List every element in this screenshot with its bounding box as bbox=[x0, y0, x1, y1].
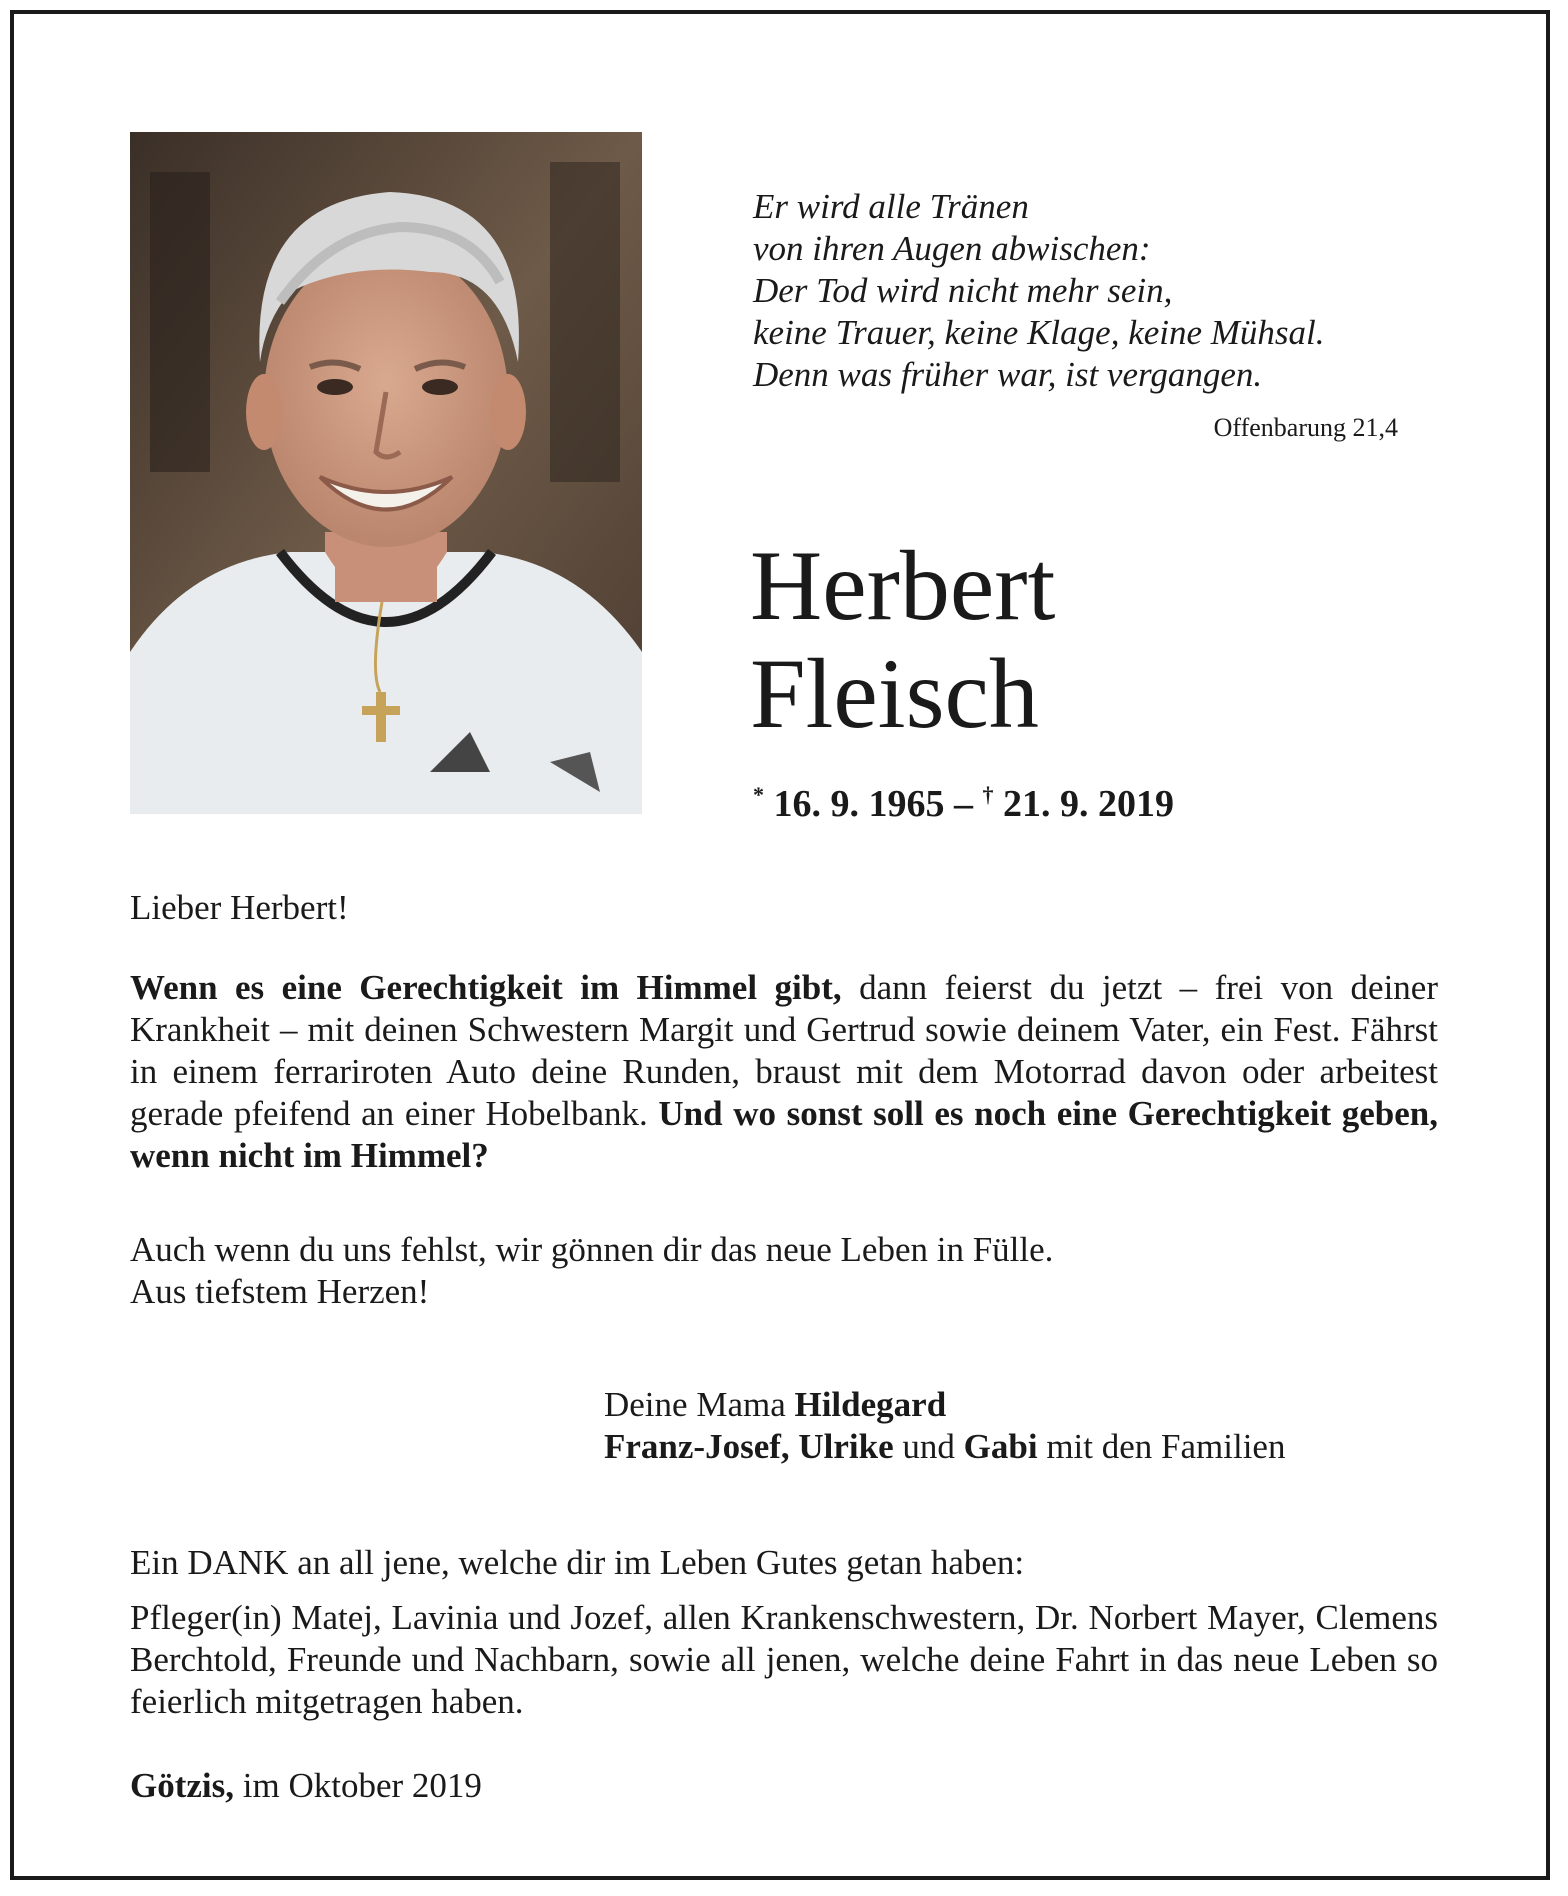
verse-line: keine Trauer, keine Klage, keine Mühsal. bbox=[753, 313, 1325, 352]
verse-line: Er wird alle Tränen bbox=[753, 187, 1029, 226]
letter-paragraph bbox=[130, 967, 1438, 1177]
verse-line: Denn was früher war, ist vergangen. bbox=[753, 355, 1263, 394]
death-date: 21. 9. 2019 bbox=[1003, 783, 1174, 825]
bible-verse bbox=[753, 186, 1325, 396]
signature-text: mit den Familien bbox=[1037, 1427, 1286, 1466]
closing-line: Aus tiefstem Herzen! bbox=[130, 1272, 430, 1311]
para-bold-end: Und wo sonst soll es noch eine Gerechtigkeit geben, wenn nicht im Himmel? bbox=[130, 1094, 1438, 1175]
life-dates bbox=[753, 782, 1174, 826]
closing-paragraph bbox=[130, 1229, 1438, 1313]
thanks-body: Pfleger(in) Matej, Lavinia und Jozef, allen Krankenschwestern, Dr. Norbert Mayer, Clemens Berchtold, Freunde und Nachbarn, sowie all jenen, welche deine Fahrt in das neue Leben so feierlich mitgetragen haben. bbox=[130, 1598, 1438, 1721]
last-name: Fleisch bbox=[750, 638, 1039, 749]
signature-name: Gabi bbox=[963, 1427, 1038, 1466]
first-name: Herbert bbox=[750, 530, 1056, 641]
portrait-photo bbox=[130, 132, 642, 814]
place-town: Götzis, bbox=[130, 1766, 235, 1805]
thanks-heading: Ein DANK an all jene, welche dir im Leben Gutes getan haben: bbox=[130, 1543, 1025, 1582]
signature-text: Deine Mama bbox=[604, 1385, 795, 1424]
deceased-name bbox=[750, 532, 1055, 748]
place-date bbox=[130, 1765, 1438, 1807]
signature-line-1 bbox=[604, 1384, 1285, 1426]
para-text: dann feierst du jetzt – frei von deiner Krankheit – mit deinen Schwestern Margit und Gertrud sowie deinem Vater, ein Fest. Fährst in einem ferrariroten Auto deine Runden, braust mit dem Motorrad davon oder arbeitest gerade pfeifend an einer Hobelbank. bbox=[130, 968, 1438, 1133]
greeting: Lieber Herbert! bbox=[130, 888, 349, 927]
verse-line: von ihren Augen abwischen: bbox=[753, 229, 1151, 268]
family-signature bbox=[604, 1384, 1285, 1468]
signature-name: Franz-Josef, Ulrike bbox=[604, 1427, 894, 1466]
signature-line-2 bbox=[604, 1426, 1285, 1468]
verse-line: Der Tod wird nicht mehr sein, bbox=[753, 271, 1173, 310]
signature-name: Hildegard bbox=[794, 1385, 947, 1424]
birth-date: 16. 9. 1965 bbox=[773, 783, 945, 825]
signature-text: und bbox=[893, 1427, 964, 1466]
closing-line: Auch wenn du uns fehlst, wir gönnen dir das neue Leben in Fülle. bbox=[130, 1230, 1054, 1269]
para-bold-start: Wenn es eine Gerechtigkeit im Himmel gibt, bbox=[130, 968, 842, 1007]
death-symbol: † bbox=[982, 782, 994, 807]
birth-symbol: * bbox=[753, 782, 764, 807]
date-separator: – bbox=[944, 783, 983, 825]
place-date-text: im Oktober 2019 bbox=[234, 1766, 482, 1805]
verse-reference: Offenbarung 21,4 bbox=[1213, 413, 1398, 442]
